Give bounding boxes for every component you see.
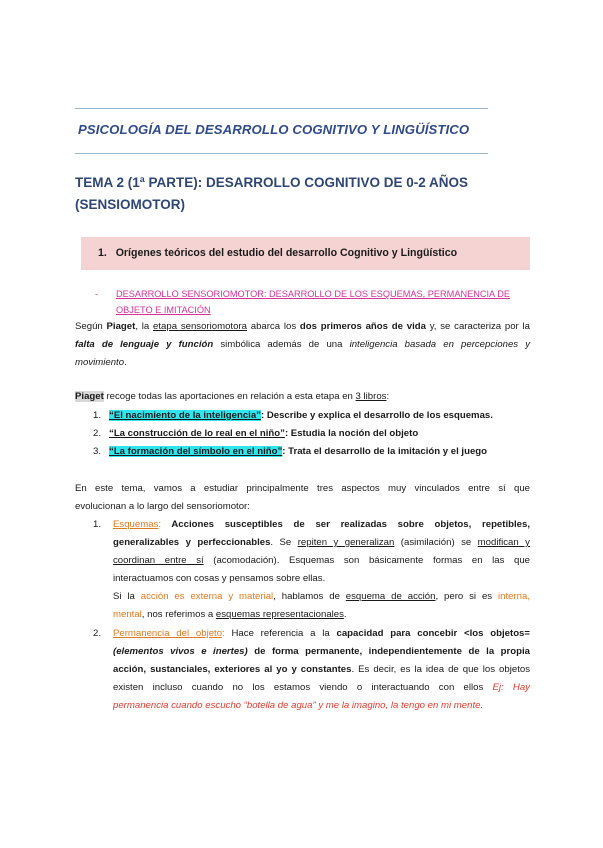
document-title: PSICOLOGÍA DEL DESARROLLO COGNITIVO Y LINGÜÍSTICO [78, 122, 470, 137]
term-permanencia: Permanencia del objeto [113, 628, 223, 639]
item2-number: 2. [93, 628, 102, 639]
item1-line-4: interactuamos con cosas y pensamos sobre ellas. [113, 573, 326, 584]
book-item-2: 2. “La construcción de lo real en el niño”: Estudia la noción del objeto [93, 428, 419, 439]
item1-line-6: mental, nos referimos a esquemas representacionales. [113, 609, 347, 620]
book-item-3: 3. “La formación del símbolo en el niño”: Trata el desarrollo de la imitación y el juego [93, 446, 487, 457]
item2-line-2: (elementos vivos e inertes) de forma permanente, independientemente de la propia [113, 646, 531, 657]
book-item-1: 1. “El nacimiento de la inteligencia”: Describe y explica el desarrollo de los esquemas. [93, 410, 493, 421]
para3-line-2: evolucionan a lo largo del sensoriomotor: [75, 501, 250, 512]
item1-line-1: Esquemas: Acciones susceptibles de ser realizadas sobre objetos, repetibles, [113, 519, 530, 530]
tema-line-1: TEMA 2 (1ª PARTE): DESARROLLO COGNITIVO DE 0-2 AÑOS [75, 175, 469, 190]
piaget-name: Piaget [106, 321, 136, 332]
subsection-dash: - [95, 289, 99, 300]
item1-number: 1. [93, 519, 102, 530]
tema-heading [75, 172, 515, 216]
para1-line-3: movimiento. [75, 357, 127, 368]
para1-line-2: falta de lenguaje y función simbólica además de una inteligencia basada en percepciones y [75, 339, 530, 350]
para1-line-1: Según Piaget, la etapa sensoriomotora abarca los dos primeros años de vida y, se caracteriza por la [75, 321, 530, 332]
title-rule [75, 153, 488, 154]
subsection-title-line-2: OBJETO E IMITACIÓN [116, 305, 211, 315]
item1-line-3: coordinan entre sí (acomodación). Esquemas son básicamente formas en las que [113, 555, 530, 566]
section-number: 1. [98, 247, 107, 259]
term-esquemas: Esquemas [113, 519, 159, 530]
item2-line-5: permanencia cuando escucho “botella de agua” y me la imagino, la tengo en mi mente. [113, 700, 484, 711]
subsection-title-line-1: DESARROLLO SENSORIOMOTOR: DESARROLLO DE LOS ESQUEMAS, PERMANENCIA DE [116, 289, 510, 299]
para2: Piaget recoge todas las aportaciones en relación a esta etapa en 3 libros: [75, 391, 390, 402]
para3-line-1: En este tema, vamos a estudiar principalmente tres aspectos muy vinculados entre sí que [75, 483, 530, 494]
tema-line-2: (SENSIOMOTOR) [75, 197, 186, 212]
item2-line-4: existen incluso cuando no los estamos viendo o interactuando con ellos Ej: Hay [113, 682, 530, 693]
top-rule [75, 108, 488, 109]
item2-line-1: Permanencia del objeto: Hace referencia a la capacidad para concebir <los objetos= [113, 628, 530, 639]
section-title: Orígenes teóricos del estudio del desarrollo Cognitivo y Lingüístico [115, 247, 458, 259]
item2-line-3: acción, sustanciales, exteriores al yo y constantes. Es decir, es la idea de que los objetos [113, 664, 530, 675]
item1-line-5: Si la acción es externa y material, hablamos de esquema de acción, pero si es interna, [113, 591, 530, 602]
section-heading [98, 247, 528, 259]
item1-line-2: generalizables y perfeccionables. Se repiten y generalizan (asimilación) se modifican y [113, 537, 530, 548]
